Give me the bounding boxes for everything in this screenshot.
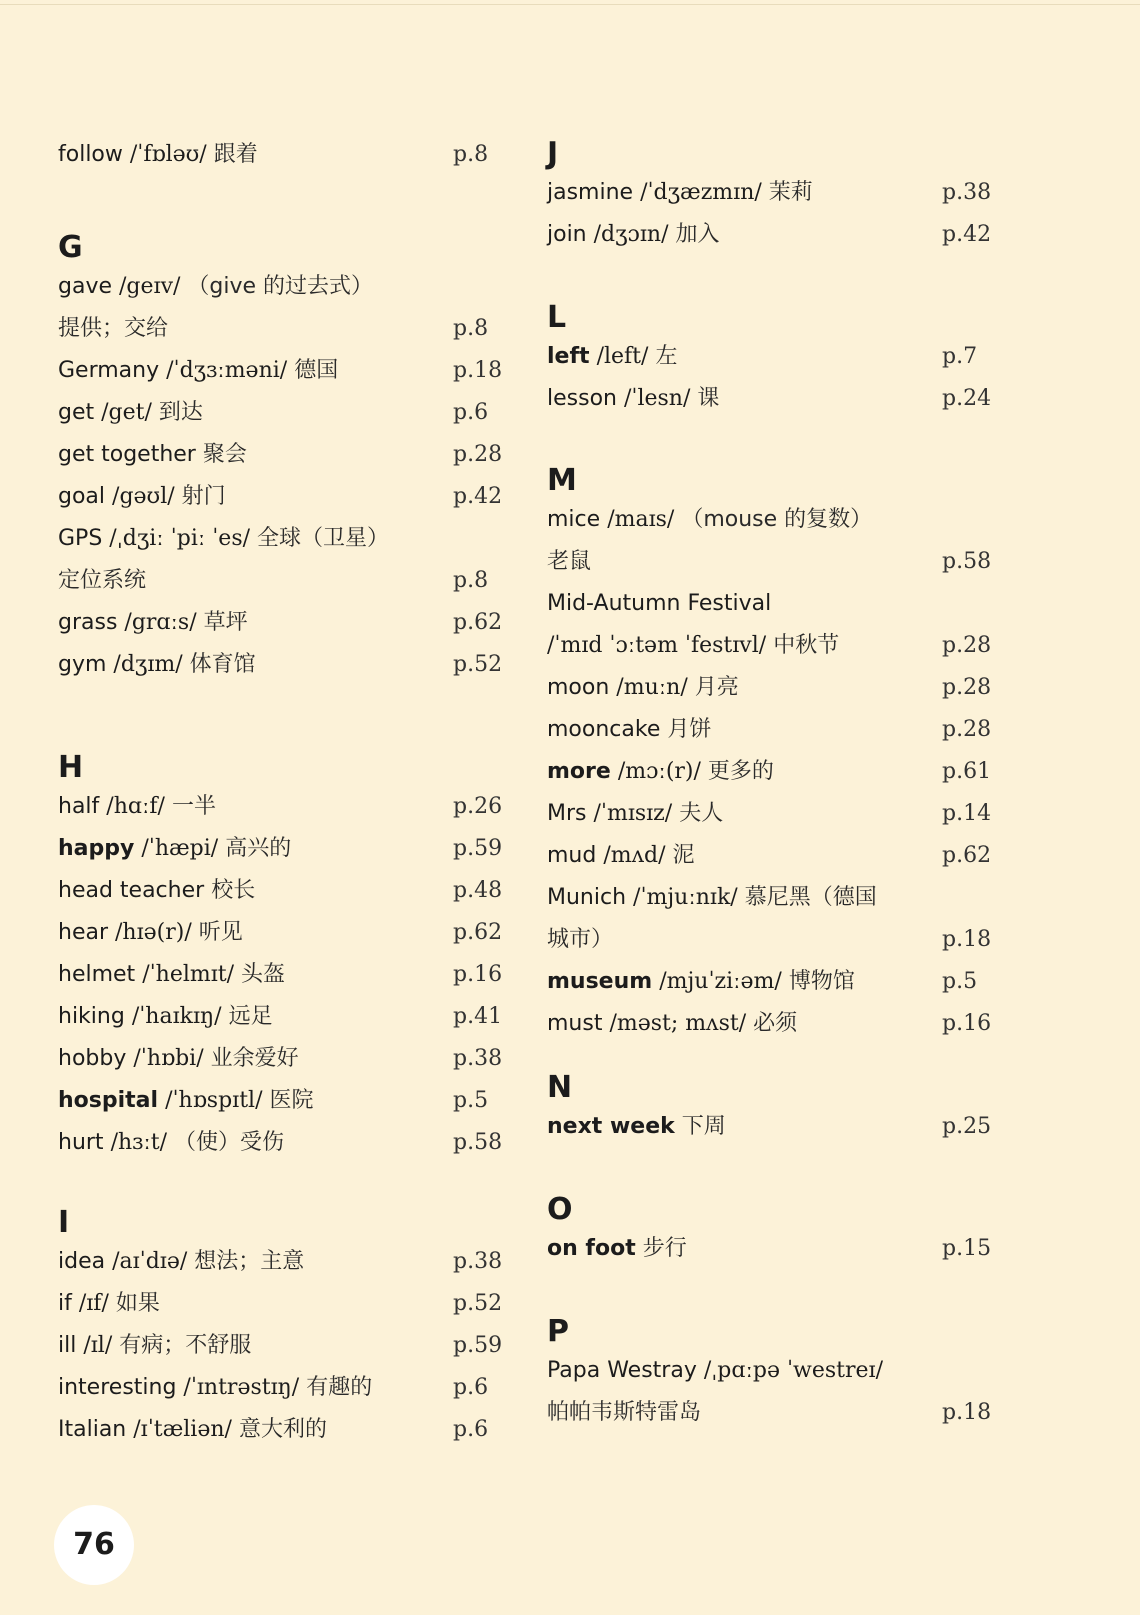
section-letter: O xyxy=(547,1192,573,1227)
entry-ipa: /ˈmjuːnɪk/ xyxy=(633,885,738,910)
entry-meaning: 加入 xyxy=(675,222,720,247)
entry-page: p.28 xyxy=(942,717,992,742)
section-p xyxy=(547,1314,999,1434)
entry-gps xyxy=(58,518,510,560)
entry-ipa: /mʌd/ xyxy=(603,843,666,868)
page-number: 76 xyxy=(54,1505,134,1585)
entry-ipa: /ˈhɒbi/ xyxy=(133,1046,204,1071)
entry-page: p.26 xyxy=(453,794,503,819)
entry-gave xyxy=(58,266,510,308)
entry-meaning: 定位系统 xyxy=(58,568,147,593)
entry-meaning: 体育馆 xyxy=(189,652,256,677)
entry-meaning: 必须 xyxy=(753,1011,798,1036)
entry-page: p.8 xyxy=(453,316,489,341)
entry-word: half xyxy=(58,794,100,819)
entry-ipa: /dʒɔɪn/ xyxy=(593,222,669,247)
entry-moon xyxy=(547,667,999,709)
entry-meaning: 一半 xyxy=(171,794,216,819)
section-letter: L xyxy=(547,300,567,335)
entry-page: p.15 xyxy=(942,1236,992,1261)
entry-page: p.28 xyxy=(942,633,992,658)
entry-word: next week xyxy=(547,1114,675,1139)
section-letter: G xyxy=(58,230,83,265)
entry-page: p.58 xyxy=(942,549,992,574)
entry-ipa: /ɪl/ xyxy=(83,1333,113,1358)
entry-meaning: 到达 xyxy=(158,400,203,425)
entry-germany xyxy=(58,350,510,392)
page-top-border xyxy=(0,4,1140,5)
entry-page: p.24 xyxy=(942,386,992,411)
entry-word: interesting xyxy=(58,1375,177,1400)
entry-page: p.38 xyxy=(453,1046,503,1071)
section-letter: N xyxy=(547,1070,573,1105)
entry-ipa: /hɑːf/ xyxy=(106,794,165,819)
entry-meaning: 更多的 xyxy=(707,759,774,784)
entry-word: Mrs xyxy=(547,801,587,826)
entry-meaning: 月亮 xyxy=(694,675,739,700)
entry-ipa: /ˈlesn/ xyxy=(623,386,691,411)
entry-meaning: 远足 xyxy=(228,1004,273,1029)
entry-mooncake xyxy=(547,709,999,751)
entry-page: p.5 xyxy=(942,969,978,994)
entry-word: more xyxy=(547,759,611,784)
section-m-list-2 xyxy=(547,961,999,1045)
entry-page: p.59 xyxy=(453,1333,503,1358)
entry-meaning: 有病；不舒服 xyxy=(119,1333,252,1358)
entry-page: p.38 xyxy=(453,1249,503,1274)
section-h-list xyxy=(58,786,510,1164)
entry-meaning: 聚会 xyxy=(202,442,247,467)
entry-museum xyxy=(547,961,999,1003)
entry-papa-westray xyxy=(547,1350,999,1392)
entry-word: get xyxy=(58,400,95,425)
entry-word: Papa Westray xyxy=(547,1358,697,1383)
entry-left xyxy=(547,336,999,378)
entry-meaning: 左 xyxy=(655,344,678,369)
entry-page: p.7 xyxy=(942,344,978,369)
entry-word: Mid-Autumn Festival xyxy=(547,591,772,616)
section-letter: J xyxy=(547,136,559,171)
entry-meaning: 射门 xyxy=(181,484,226,509)
entry-ipa: /ɪˈtæliən/ xyxy=(133,1417,232,1442)
entry-meaning: 城市） xyxy=(547,927,614,952)
entry-interesting xyxy=(58,1367,510,1409)
section-letter: H xyxy=(58,750,84,785)
entry-page: p.16 xyxy=(942,1011,992,1036)
entry-ipa: /mɔː(r)/ xyxy=(617,759,701,784)
entry-meaning: 下周 xyxy=(681,1114,726,1139)
entry-meaning: 课 xyxy=(697,386,720,411)
entry-word: left xyxy=(547,344,590,369)
entry-hear xyxy=(58,912,510,954)
section-o-list xyxy=(547,1228,999,1270)
entry-word: head teacher xyxy=(58,878,205,903)
entry-ipa: /ˌdʒiː ˈpiː ˈes/ xyxy=(109,526,251,551)
entry-word: museum xyxy=(547,969,653,994)
entry-meaning: （使）受伤 xyxy=(174,1130,285,1155)
entry-lesson xyxy=(547,378,999,420)
entry-meaning: 想法；主意 xyxy=(194,1249,305,1274)
entry-mice xyxy=(547,499,999,541)
entry-page: p.58 xyxy=(453,1130,503,1155)
entry-meaning: 全球（卫星） xyxy=(257,526,390,551)
entry-ipa: /məst; mʌst/ xyxy=(609,1011,747,1036)
entry-ipa: /ˈmɪd ˈɔːtəm ˈfestɪvl/ xyxy=(547,633,767,658)
entry-ipa: /muːn/ xyxy=(616,675,688,700)
entry-munich xyxy=(547,877,999,919)
entry-ipa: /ˈmɪsɪz/ xyxy=(593,801,673,826)
section-letter: M xyxy=(547,463,577,498)
entry-ipa: /gəʊl/ xyxy=(112,484,175,509)
entry-half xyxy=(58,786,510,828)
entry-ipa: /hɪə(r)/ xyxy=(115,920,192,945)
entry-meaning: 中秋节 xyxy=(773,633,840,658)
section-l xyxy=(547,300,999,420)
entry-word: jasmine xyxy=(547,180,634,205)
entry-word: hurt xyxy=(58,1130,104,1155)
entry-page: p.59 xyxy=(453,836,503,861)
entry-mid-autumn-continued xyxy=(547,625,999,667)
entry-word: on foot xyxy=(547,1236,636,1261)
entry-page: p.48 xyxy=(453,878,503,903)
entry-page: p.18 xyxy=(453,358,503,383)
entry-page: p.6 xyxy=(453,400,489,425)
entry-meaning: （give 的过去式） xyxy=(187,274,374,299)
entry-meaning: 草坪 xyxy=(203,610,248,635)
entry-page: p.6 xyxy=(453,1417,489,1442)
section-n xyxy=(547,1070,999,1148)
entry-meaning: 老鼠 xyxy=(547,549,592,574)
entry-ill xyxy=(58,1325,510,1367)
section-f-tail xyxy=(58,134,510,176)
entry-get-together xyxy=(58,434,510,476)
entry-italian xyxy=(58,1409,510,1451)
entry-word: get together xyxy=(58,442,196,467)
entry-meaning: 跟着 xyxy=(213,142,258,167)
entry-ipa: /aɪˈdɪə/ xyxy=(112,1249,188,1274)
entry-word: hobby xyxy=(58,1046,127,1071)
entry-page: p.14 xyxy=(942,801,992,826)
entry-meaning: 高兴的 xyxy=(225,836,292,861)
entry-grass xyxy=(58,602,510,644)
entry-meaning: 步行 xyxy=(642,1236,687,1261)
entry-ipa: /get/ xyxy=(101,400,152,425)
entry-meaning: 泥 xyxy=(672,843,695,868)
entry-page: p.38 xyxy=(942,180,992,205)
entry-ipa: /mjuˈziːəm/ xyxy=(659,969,782,994)
section-letter: I xyxy=(58,1205,70,1240)
entry-page: p.18 xyxy=(942,1400,992,1425)
entry-ipa: /ˈfɒləʊ/ xyxy=(129,142,207,167)
entry-word: goal xyxy=(58,484,106,509)
section-g xyxy=(58,230,510,686)
entry-meaning: 夫人 xyxy=(679,801,724,826)
entry-meaning: 月饼 xyxy=(667,717,712,742)
entry-goal xyxy=(58,476,510,518)
entry-word: hiking xyxy=(58,1004,125,1029)
entry-mrs xyxy=(547,793,999,835)
entry-word: moon xyxy=(547,675,610,700)
entry-word: must xyxy=(547,1011,603,1036)
entry-must xyxy=(547,1003,999,1045)
entry-ipa: /ˈdʒæzmɪn/ xyxy=(640,180,762,205)
entry-happy xyxy=(58,828,510,870)
entry-page: p.62 xyxy=(942,843,992,868)
entry-page: p.42 xyxy=(942,222,992,247)
entry-ipa: /ˈhaɪkɪŋ/ xyxy=(131,1004,222,1029)
entry-word: idea xyxy=(58,1249,106,1274)
entry-meaning: 慕尼黑（德国 xyxy=(744,885,877,910)
entry-meaning: 有趣的 xyxy=(306,1375,373,1400)
entry-meaning: 提供；交给 xyxy=(58,316,169,341)
entry-join xyxy=(547,214,999,256)
entry-page: p.62 xyxy=(453,610,503,635)
entry-ipa: /maɪs/ xyxy=(607,507,675,532)
entry-page: p.52 xyxy=(453,652,503,677)
entry-papa-westray-continued xyxy=(547,1392,999,1434)
entry-meaning: （mouse 的复数） xyxy=(681,507,873,532)
section-h xyxy=(58,750,510,1164)
entry-word: mud xyxy=(547,843,597,868)
entry-word: grass xyxy=(58,610,118,635)
entry-word: mooncake xyxy=(547,717,661,742)
entry-word: happy xyxy=(58,836,135,861)
entry-page: p.42 xyxy=(453,484,503,509)
entry-hiking xyxy=(58,996,510,1038)
entry-meaning: 业余爱好 xyxy=(210,1046,299,1071)
entry-meaning: 博物馆 xyxy=(788,969,855,994)
section-letter: P xyxy=(547,1314,569,1349)
entry-word: Munich xyxy=(547,885,627,910)
entry-ipa: /geɪv/ xyxy=(119,274,181,299)
section-o xyxy=(547,1192,999,1270)
entry-ipa: /left/ xyxy=(596,344,649,369)
entry-ipa: /ˈɪntrəstɪŋ/ xyxy=(183,1375,300,1400)
entry-word: gym xyxy=(58,652,107,677)
entry-meaning: 医院 xyxy=(269,1088,314,1113)
section-i xyxy=(58,1205,510,1451)
entry-page: p.16 xyxy=(453,962,503,987)
entry-page: p.18 xyxy=(942,927,992,952)
entry-ipa: /grɑːs/ xyxy=(124,610,197,635)
entry-hobby xyxy=(58,1038,510,1080)
entry-ipa: /dʒɪm/ xyxy=(113,652,183,677)
entry-get xyxy=(58,392,510,434)
entry-more xyxy=(547,751,999,793)
entry-follow xyxy=(58,134,510,176)
entry-ipa: /ˈdʒɜːməni/ xyxy=(166,358,288,383)
entry-page: p.8 xyxy=(453,568,489,593)
section-m xyxy=(547,463,999,1045)
entry-word: ill xyxy=(58,1333,77,1358)
entry-word: Italian xyxy=(58,1417,127,1442)
entry-ipa: /ˈhelmɪt/ xyxy=(142,962,235,987)
section-j-list xyxy=(547,172,999,256)
entry-page: p.41 xyxy=(453,1004,503,1029)
entry-page: p.6 xyxy=(453,1375,489,1400)
entry-meaning: 意大利的 xyxy=(238,1417,327,1442)
entry-mid-autumn xyxy=(547,583,999,625)
entry-ipa: /ˌpɑːpə ˈwestreɪ/ xyxy=(703,1358,883,1383)
entry-meaning: 帕帕韦斯特雷岛 xyxy=(547,1400,702,1425)
section-l-list xyxy=(547,336,999,420)
entry-gym xyxy=(58,644,510,686)
entry-helmet xyxy=(58,954,510,996)
entry-idea xyxy=(58,1241,510,1283)
entry-ipa: /hɜːt/ xyxy=(110,1130,168,1155)
entry-word: helmet xyxy=(58,962,136,987)
entry-head-teacher xyxy=(58,870,510,912)
entry-next-week xyxy=(547,1106,999,1148)
entry-page: p.61 xyxy=(942,759,992,784)
entry-word: hospital xyxy=(58,1088,159,1113)
section-n-list xyxy=(547,1106,999,1148)
entry-page: p.8 xyxy=(453,142,489,167)
entry-page: p.25 xyxy=(942,1114,992,1139)
section-j xyxy=(547,136,999,256)
entry-page: p.28 xyxy=(453,442,503,467)
entry-page: p.62 xyxy=(453,920,503,945)
entry-word: lesson xyxy=(547,386,617,411)
entry-page: p.52 xyxy=(453,1291,503,1316)
entry-mud xyxy=(547,835,999,877)
entry-meaning: 茉莉 xyxy=(768,180,813,205)
entry-word: GPS xyxy=(58,526,103,551)
entry-jasmine xyxy=(547,172,999,214)
entry-meaning: 德国 xyxy=(294,358,339,383)
entry-word: if xyxy=(58,1291,72,1316)
entry-if xyxy=(58,1283,510,1325)
entry-word: hear xyxy=(58,920,109,945)
entry-meaning: 听见 xyxy=(198,920,243,945)
entry-page: p.5 xyxy=(453,1088,489,1113)
entry-ipa: /ˈhæpi/ xyxy=(141,836,219,861)
entry-word: follow xyxy=(58,142,123,167)
entry-on-foot xyxy=(547,1228,999,1270)
entry-mice-continued xyxy=(547,541,999,583)
entry-munich-continued xyxy=(547,919,999,961)
entry-word: gave xyxy=(58,274,113,299)
entry-gave-continued xyxy=(58,308,510,350)
entry-gps-continued xyxy=(58,560,510,602)
entry-ipa: /ˈhɒspɪtl/ xyxy=(165,1088,263,1113)
entry-meaning: 校长 xyxy=(211,878,256,903)
entry-page: p.28 xyxy=(942,675,992,700)
entry-ipa: /ɪf/ xyxy=(78,1291,109,1316)
entry-meaning: 头盔 xyxy=(241,962,286,987)
entry-word: Germany xyxy=(58,358,160,383)
section-i-list xyxy=(58,1241,510,1451)
entry-meaning: 如果 xyxy=(115,1291,160,1316)
entry-hospital xyxy=(58,1080,510,1122)
section-m-list xyxy=(547,667,999,877)
entry-hurt xyxy=(58,1122,510,1164)
entry-word: mice xyxy=(547,507,601,532)
entry-word: join xyxy=(547,222,587,247)
